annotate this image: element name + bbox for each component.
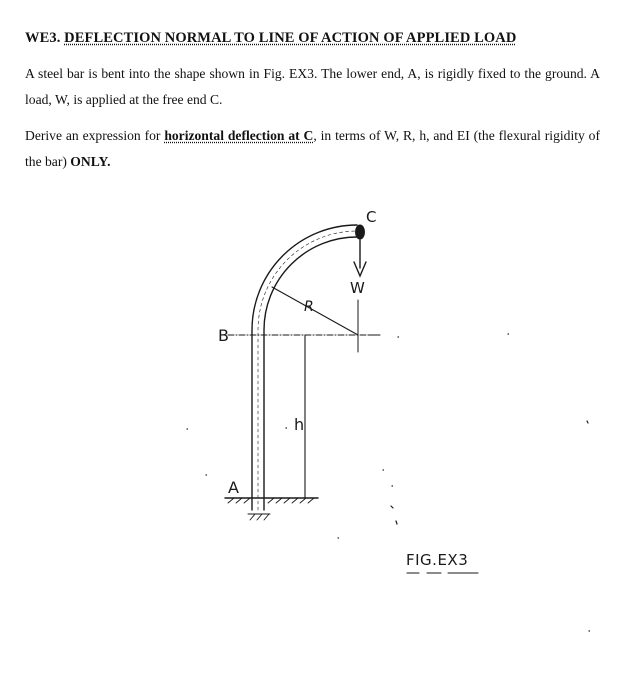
problem-title: DEFLECTION NORMAL TO LINE OF ACTION OF APPLIED LOAD — [64, 30, 517, 46]
label-a: A — [228, 478, 239, 497]
label-c: C — [366, 208, 377, 226]
radius-line — [272, 287, 358, 335]
label-b: B — [218, 326, 229, 345]
label-r: R — [304, 299, 314, 315]
label-w: W — [350, 279, 365, 297]
problem-number: WE3. — [25, 30, 65, 46]
bar-inner-edge — [264, 237, 357, 510]
figure-caption: FIG.EX3 — [406, 551, 469, 569]
free-end-c — [356, 225, 365, 239]
scan-specks — [187, 334, 590, 631]
problem-statement: A steel bar is bent into the shape shown in Fig. EX3. The lower end, A, is rigidly fixed to the ground. A load, W, is applied at the free end C. — [25, 66, 600, 107]
label-h: h — [294, 415, 305, 434]
bar-centerline — [258, 231, 357, 510]
root-hatching — [250, 514, 269, 520]
task-emphasis: horizontal deflection at C — [164, 128, 314, 143]
ground-hatching — [228, 498, 314, 503]
task-text-middle: , in terms of W, R, h, and EI (the flexural rigidity of the bar) — [25, 128, 600, 169]
task-strong: ONLY. — [70, 154, 111, 169]
task-text-before: Derive an expression for — [25, 128, 165, 143]
